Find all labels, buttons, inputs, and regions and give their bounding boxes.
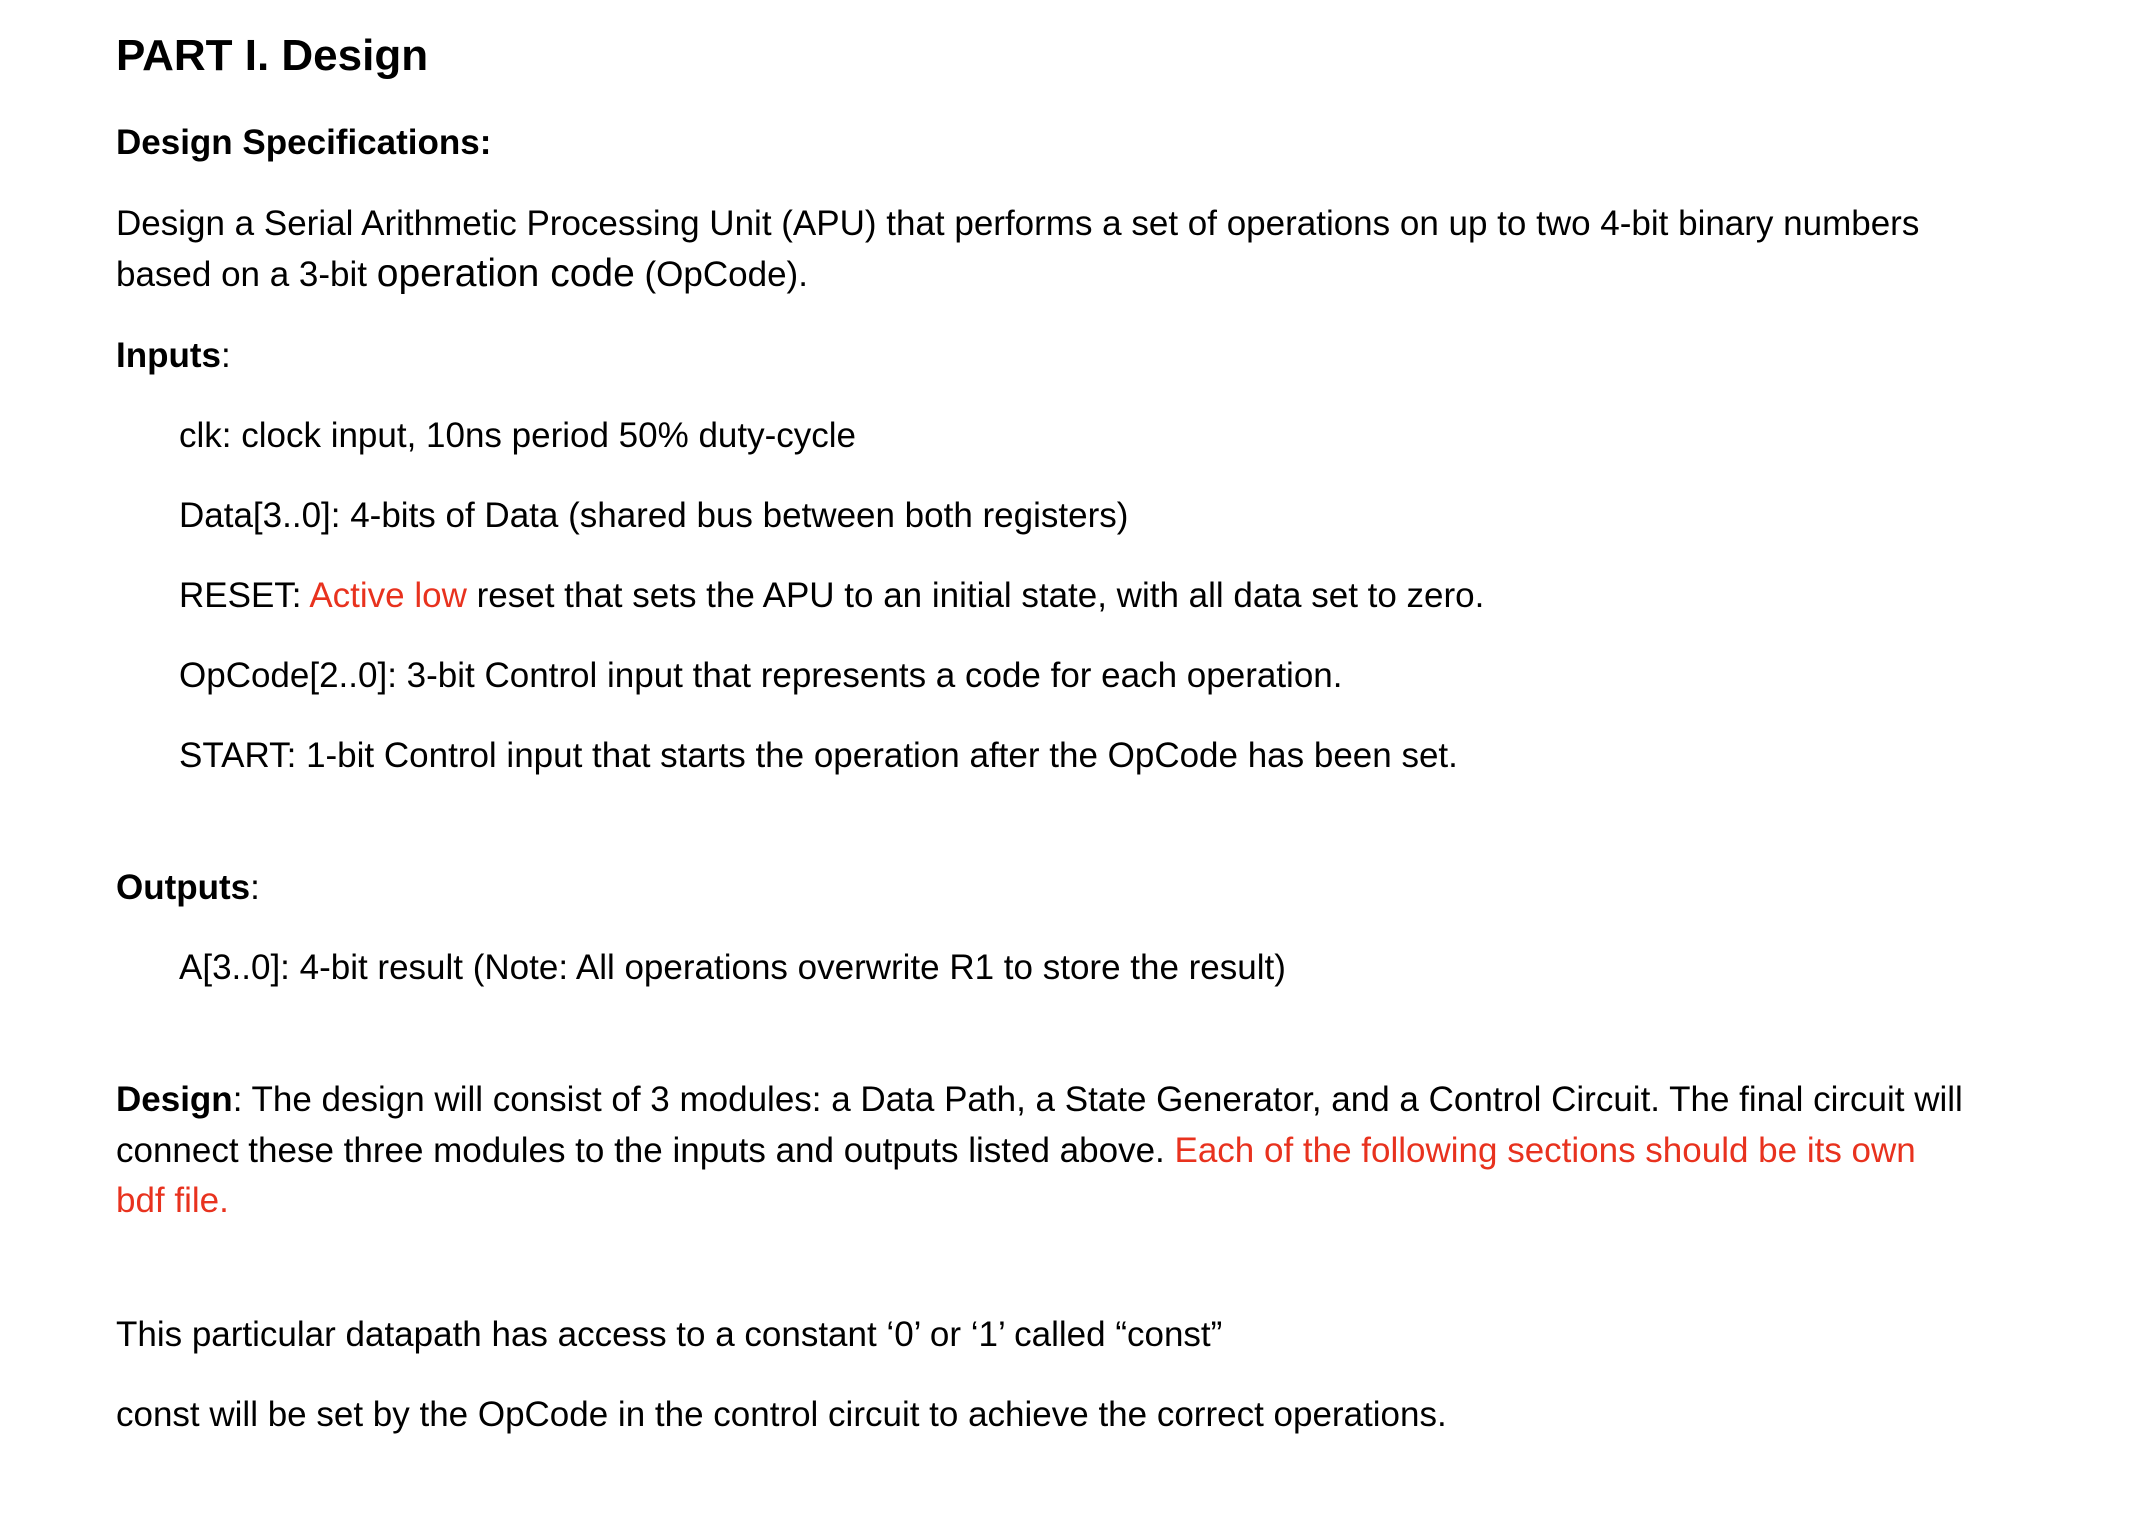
outputs-heading-colon: : [250, 868, 260, 907]
spec-paragraph-line-2-start: based on a 3-bit [116, 255, 377, 294]
output-a: A[3..0]: 4-bit result (Note: All operations overwrite R1 to store the result) [179, 948, 1286, 987]
design-label: Design [116, 1080, 233, 1119]
spec-paragraph-line-2 [116, 249, 808, 300]
input-opcode: OpCode[2..0]: 3-bit Control input that represents a code for each operation. [179, 656, 1343, 695]
design-specifications-heading: Design Specifications: [116, 123, 492, 162]
inputs-heading-colon: : [220, 336, 231, 375]
operation-code-text: operation code [376, 252, 635, 295]
spec-paragraph-line-2-end: (OpCode). [634, 255, 808, 294]
bdf-note-continuation: bdf file. [116, 1181, 229, 1220]
outputs-heading [116, 863, 260, 913]
input-start: START: 1-bit Control input that starts the operation after the OpCode has been set. [179, 736, 1458, 775]
const-description-line: const will be set by the OpCode in the control circuit to achieve the correct operations. [116, 1395, 1447, 1434]
input-data: Data[3..0]: 4-bits of Data (shared bus between both registers) [179, 496, 1129, 535]
design-paragraph-line-2 [116, 1126, 1916, 1176]
input-reset-label: RESET: [179, 576, 310, 615]
spec-paragraph-line-1: Design a Serial Arithmetic Processing Unit (APU) that performs a set of operations on up to two 4-bit binary numbers [116, 204, 1920, 243]
input-clk: clk: clock input, 10ns period 50% duty-cycle [179, 416, 856, 455]
bdf-note-text: Each of the following sections should be its own [1174, 1131, 1916, 1170]
outputs-heading-label: Outputs [116, 868, 251, 907]
input-reset-description: reset that sets the APU to an initial state, with all data set to zero. [466, 576, 1485, 615]
datapath-constant-line: This particular datapath has access to a constant ‘0’ or ‘1’ called “const” [116, 1315, 1223, 1354]
inputs-heading [116, 331, 231, 381]
page-title: PART I. Design [116, 31, 429, 80]
active-low-highlight: Active low [309, 576, 467, 615]
design-line-1-text: : The design will consist of 3 modules: a Data Path, a State Generator, and a Control Circuit. The final circuit will [232, 1080, 1963, 1119]
inputs-heading-label: Inputs [116, 336, 221, 375]
design-line-2-text: connect these three modules to the inputs and outputs listed above. [116, 1131, 1175, 1170]
input-reset [179, 571, 1484, 621]
design-paragraph-line-1 [116, 1075, 1963, 1125]
